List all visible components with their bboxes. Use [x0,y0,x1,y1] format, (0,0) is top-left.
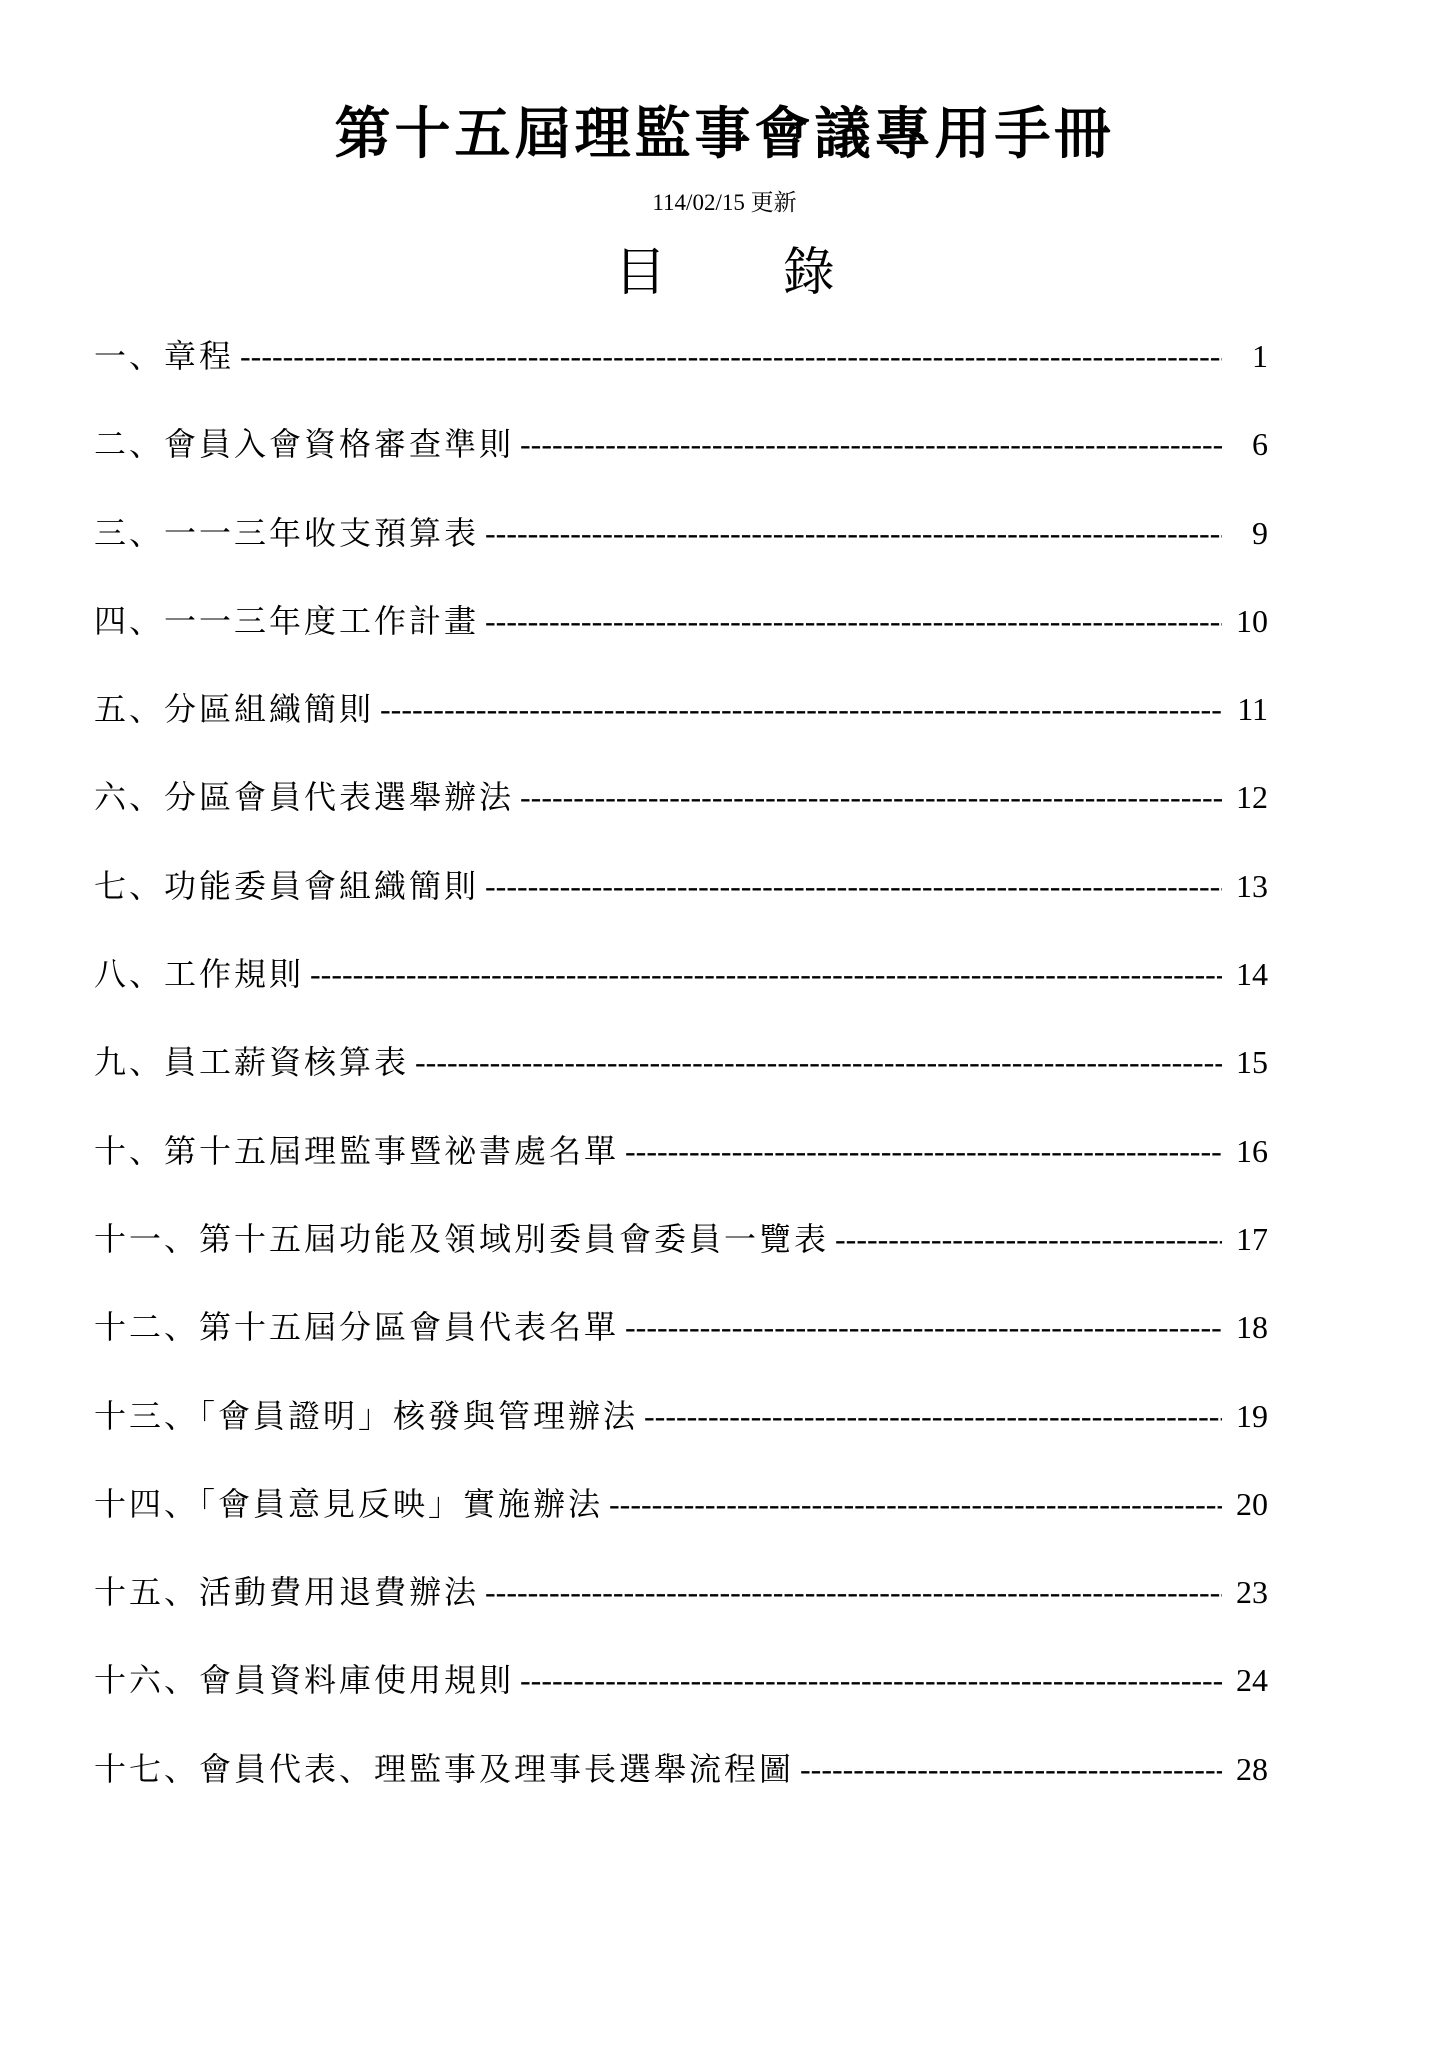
toc-leader [520,775,1222,819]
toc-heading: 目 錄 [614,243,885,303]
toc-item-label: 十二、第十五屆分區會員代表名單 [94,1308,620,1347]
toc-item[interactable] [94,1129,1268,1217]
toc-item-page: 18 [1236,1309,1268,1346]
toc-leader [609,1482,1222,1526]
toc-item[interactable] [94,599,1268,687]
toc-item[interactable] [94,1217,1268,1305]
toc-item[interactable] [94,1040,1268,1128]
toc-item[interactable] [94,422,1268,510]
toc-item-label: 十七、會員代表、理監事及理事長選舉流程圖 [94,1749,795,1788]
toc-item-page: 19 [1236,1397,1268,1434]
toc-item-label: 九、員工薪資核算表 [94,1043,410,1082]
toc-item-label: 三、一一三年收支預算表 [94,513,480,552]
toc-item[interactable] [94,1305,1268,1393]
toc-item-label: 八、工作規則 [94,955,305,994]
toc-item-page: 10 [1236,602,1268,639]
toc-leader [644,1394,1222,1438]
toc-leader [520,1658,1222,1702]
toc-item-page: 12 [1236,779,1268,816]
toc-item-label: 十四、「會員意見反映」實施辦法 [94,1484,604,1523]
update-date: 114/02/15 更新 [652,190,797,215]
toc-item-label: 一、章程 [94,337,235,375]
toc-item[interactable] [94,1570,1268,1658]
toc-item-label: 十六、會員資料庫使用規則 [94,1661,515,1700]
toc-item[interactable] [94,1394,1268,1482]
toc-item[interactable] [94,334,1268,422]
toc-item[interactable] [94,687,1268,775]
toc-item[interactable] [94,1658,1268,1746]
toc-item-label: 十一、第十五屆功能及領域別委員會委員一覽表 [94,1219,830,1258]
toc-leader [485,1570,1222,1614]
toc-item-label: 十三、「會員證明」核發與管理辦法 [94,1396,639,1435]
toc-item-page: 28 [1236,1750,1268,1787]
toc-item-label: 七、功能委員會組織簡則 [94,866,480,905]
toc-item-page: 1 [1252,338,1268,374]
toc-item-label: 十、第十五屆理監事暨祕書處名單 [94,1131,620,1170]
toc-item-page: 11 [1237,691,1268,728]
toc-leader [835,1217,1222,1261]
toc-item-label: 六、分區會員代表選舉辦法 [94,778,515,817]
toc-leader [800,1747,1222,1791]
toc-item-label: 二、會員入會資格審查準則 [94,425,515,464]
toc-item-label: 四、一一三年度工作計畫 [94,601,480,640]
toc-item-page: 17 [1236,1220,1268,1257]
toc-leader [240,334,1222,378]
toc-leader [415,1040,1222,1084]
toc-leader [625,1129,1222,1173]
toc-leader [380,687,1222,731]
toc-item-page: 15 [1236,1044,1268,1081]
toc-item[interactable] [94,1482,1268,1570]
toc-leader [485,864,1222,908]
toc-item-page: 24 [1236,1662,1268,1699]
toc-item-label: 十五、活動費用退費辦法 [94,1573,480,1612]
toc-item-page: 9 [1252,514,1268,551]
toc-item-page: 16 [1236,1132,1268,1169]
toc-item-page: 6 [1252,426,1268,463]
toc-leader [485,511,1222,555]
toc-leader [485,599,1222,643]
toc-item-page: 23 [1236,1574,1268,1611]
toc-item[interactable] [94,775,1268,863]
toc-item[interactable] [94,511,1268,599]
toc-leader [520,422,1222,466]
toc-item[interactable] [94,864,1268,952]
toc-item[interactable] [94,952,1268,1040]
toc-item-page: 14 [1236,956,1268,993]
page-title: 第十五屆理監事會議專用手冊 [334,101,1115,167]
table-of-contents [94,334,1268,1835]
toc-item-label: 五、分區組織簡則 [94,690,375,729]
toc-item-page: 13 [1236,867,1268,904]
toc-leader [625,1305,1222,1349]
toc-item[interactable] [94,1747,1268,1835]
toc-item-page: 20 [1236,1485,1268,1522]
toc-leader [310,952,1222,996]
